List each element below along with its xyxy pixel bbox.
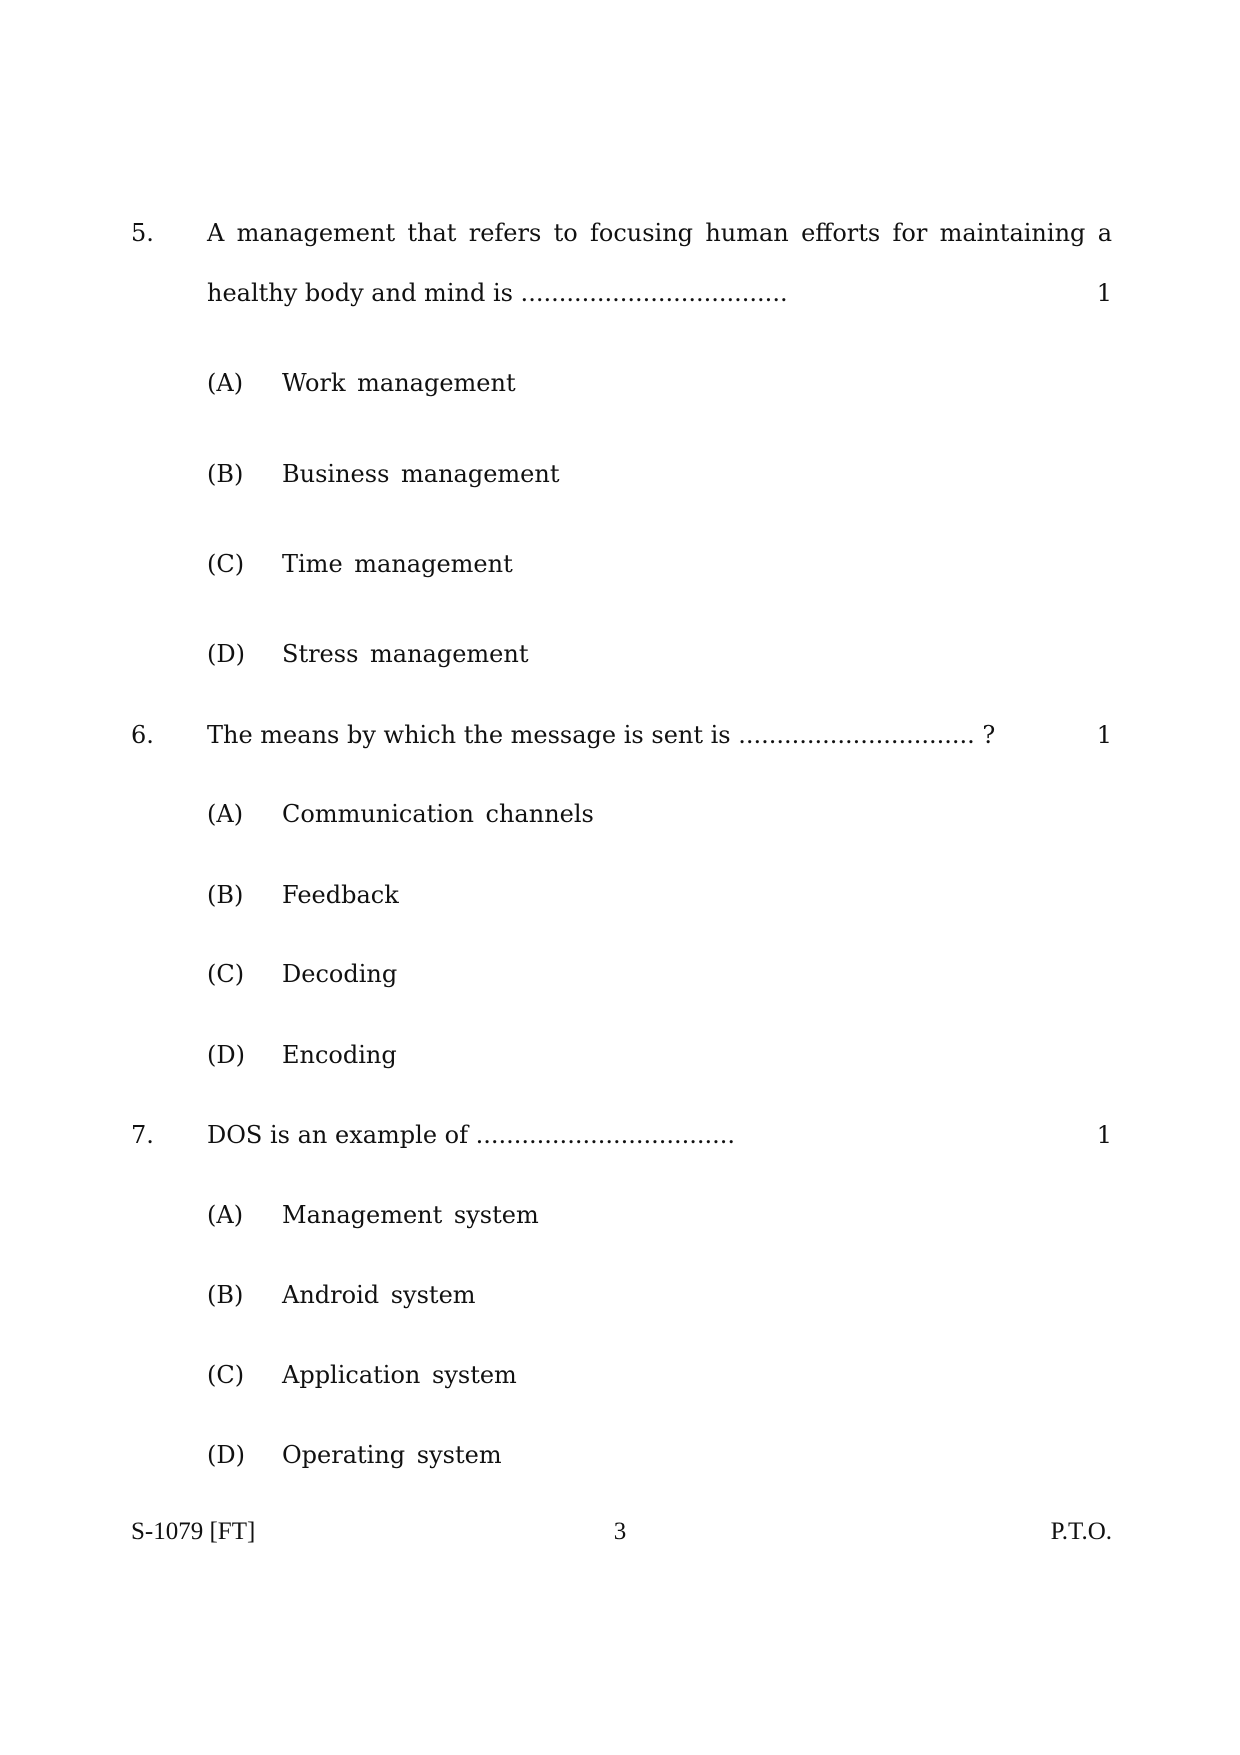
option-label: (D) bbox=[207, 1041, 245, 1069]
option-label: (C) bbox=[207, 1361, 245, 1389]
option-label: (C) bbox=[207, 960, 245, 988]
option-text: Operating system bbox=[282, 1441, 502, 1469]
option-label: (A) bbox=[207, 1201, 244, 1229]
option-text: Stress management bbox=[282, 640, 529, 668]
option-label: (B) bbox=[207, 460, 244, 488]
option-text: Encoding bbox=[282, 1041, 397, 1069]
question-marks: 1 bbox=[1096, 721, 1112, 749]
option-label: (C) bbox=[207, 550, 245, 578]
option-text: Application system bbox=[282, 1361, 517, 1389]
option-text: Android system bbox=[282, 1281, 476, 1309]
option-label: (A) bbox=[207, 369, 244, 397]
option-text: Decoding bbox=[282, 960, 398, 988]
question-number: 5. bbox=[131, 219, 154, 247]
question-marks: 1 bbox=[1096, 1121, 1112, 1149]
question-text-line: A management that refers to focusing human efforts for maintaining a bbox=[207, 219, 1112, 247]
option-label: (A) bbox=[207, 800, 244, 828]
question-marks: 1 bbox=[1096, 279, 1112, 307]
option-label: (B) bbox=[207, 881, 244, 909]
page-number: 3 bbox=[613, 1518, 627, 1545]
option-text: Work management bbox=[282, 369, 516, 397]
option-label: (D) bbox=[207, 1441, 245, 1469]
option-text: Communication channels bbox=[282, 800, 594, 828]
option-text: Management system bbox=[282, 1201, 539, 1229]
option-label: (D) bbox=[207, 640, 245, 668]
paper-code: S-1079 [FT] bbox=[131, 1518, 256, 1545]
option-label: (B) bbox=[207, 1281, 244, 1309]
option-text: Time management bbox=[282, 550, 513, 578]
question-number: 7. bbox=[131, 1121, 154, 1149]
question-number: 6. bbox=[131, 721, 154, 749]
question-text-line: healthy body and mind is ................................... bbox=[207, 279, 788, 307]
question-text-line: DOS is an example of .................................. bbox=[207, 1121, 736, 1149]
pto-note: P.T.O. bbox=[1050, 1518, 1112, 1545]
option-text: Business management bbox=[282, 460, 560, 488]
question-text-line: The means by which the message is sent is ............................... ? bbox=[207, 721, 996, 749]
option-text: Feedback bbox=[282, 881, 399, 909]
